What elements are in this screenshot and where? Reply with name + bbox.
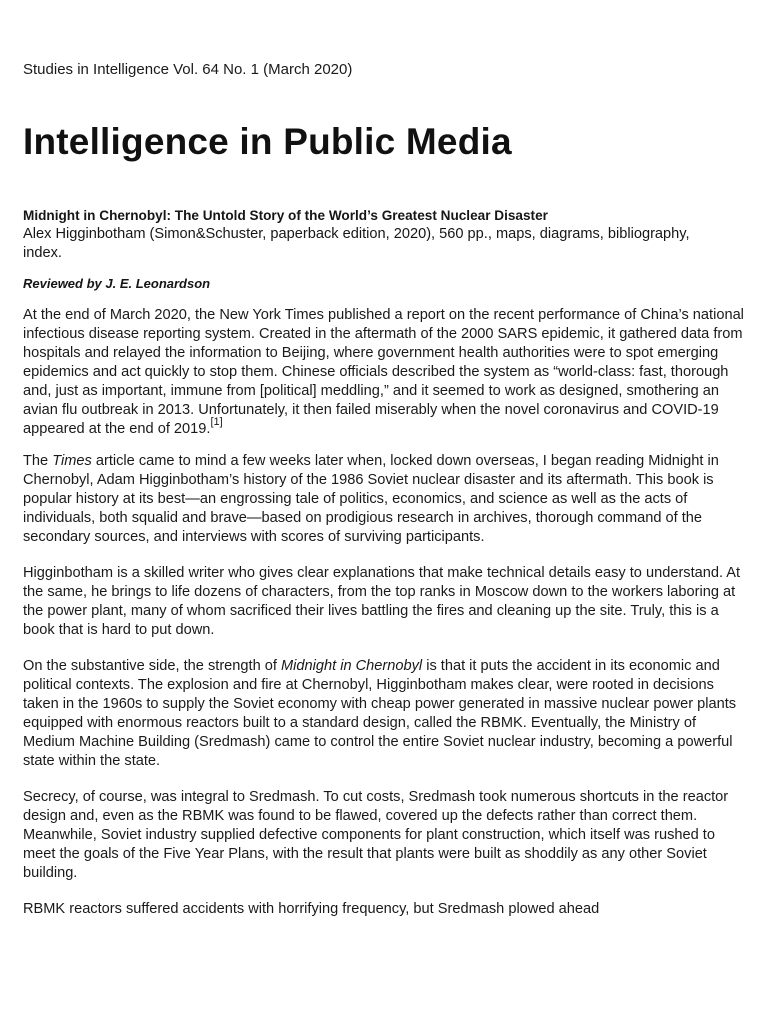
paragraph-4-italic: Midnight in Chernobyl [280, 658, 423, 674]
footnote-link[interactable]: [1] [210, 416, 223, 428]
paragraph-6: RBMK reactors suffered accidents with horrifying frequency, but Sredmash plowed ahead [23, 901, 600, 917]
paragraph-1 [23, 306, 748, 439]
paragraph-4-rest: is that it puts the accident in its economic and political contexts. The explosion and fire at Chernobyl, Higginbotham makes clear, were rooted in decisions taken in the 1960s to supply the Soviet economy with cheap power generated in massive nuclear power plants equipped with enormous reactors built to a standard design, called the RBMK. Eventually, the Ministry of Medium Machine Building (Sredmash) came to control the entire Soviet nuclear industry, becoming a powerful state within the state. [23, 658, 737, 769]
book-meta: Alex Higginbotham (Simon&Schuster, paperback edition, 2020), 560 pp., maps, diagrams, bibliography, index. [23, 226, 690, 261]
paragraph-4-lead: On the substantive side, the strength of [23, 658, 281, 674]
article-body [23, 306, 748, 936]
paragraph-2-italic: Times [52, 453, 92, 469]
book-citation [23, 206, 723, 263]
paragraph-3: Higginbotham is a skilled writer who gives clear explanations that make technical details easy to understand. At the same, he brings to life dozens of characters, from the top ranks in Moscow down to the workers laboring at the power plant, many of whom sacrificed their lives battling the fires and cleaning up the site. Truly, this is a book that is hard to put down. [23, 565, 741, 638]
paragraph-1-text: At the end of March 2020, the New York Times published a report on the recent performance of China’s national infectious disease reporting system. Created in the aftermath of the 2000 SARS epidemic, it gathered data from hospitals and relayed the information to Beijing, where government health authorities were to spot emerging epidemics and act quickly to stop them. Chinese officials described the system as “world-class: fast, thorough and, just as important, immune from [political] meddling,” and it seemed to work as designed, smothering an avian flu outbreak in 2013. Unfortunately, it then failed miserably when the novel coronavirus and COVID-19 appeared at the end of 2019. [23, 307, 744, 437]
paragraph-2-lead: The [23, 453, 53, 469]
paragraph-2-rest: article came to mind a few weeks later when, locked down overseas, I began reading Midnight in Chernobyl, Adam Higginbotham’s history of the 1986 Soviet nuclear disaster and its aftermath. This book is popular history at its best—an engrossing tale of politics, economics, and science as well as the acts of individuals, both squalid and brave—based on prodigious research in archives, thorough command of the secondary sources, and interviews with scores of surviving participants. [23, 453, 719, 545]
journal-citation: Studies in Intelligence Vol. 64 No. 1 (March 2020) [23, 61, 353, 78]
reviewer-byline: Reviewed by J. E. Leonardson [23, 276, 211, 291]
book-title: Midnight in Chernobyl: The Untold Story of the World’s Greatest Nuclear Disaster [23, 208, 548, 223]
paragraph-2 [23, 452, 748, 547]
page-title: Intelligence in Public Media [23, 121, 512, 162]
paragraph-4 [23, 657, 748, 771]
paragraph-5: Secrecy, of course, was integral to Sredmash. To cut costs, Sredmash took numerous shortcuts in the reactor design and, even as the RBMK was found to be flawed, covered up the defects rather than correct them. Meanwhile, Soviet industry supplied defective components for plant construction, which itself was rushed to meet the goals of the Five Year Plans, with the result that plants were built as shoddily as any other Soviet building. [23, 789, 729, 881]
